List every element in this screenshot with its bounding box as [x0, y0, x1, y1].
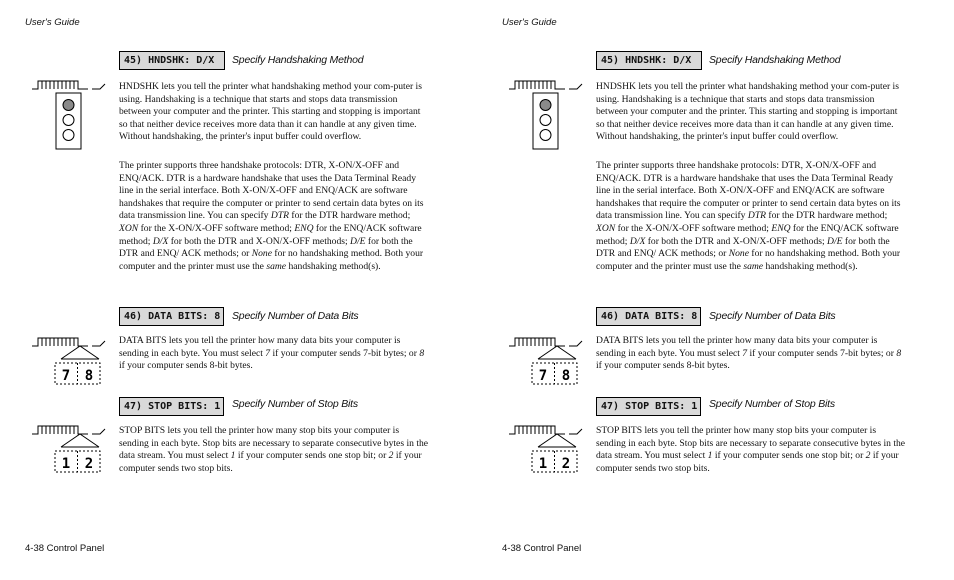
- stopbits-command-box: 47) STOP BITS: 1: [119, 397, 224, 416]
- data-bits-selector-icon: [507, 337, 583, 387]
- stopbits-title: Specify Number of Stop Bits: [232, 398, 358, 410]
- hndshk-paragraph-1: HNDSHK lets you tell the printer what handshaking method your com-puter is using. Handshaking is a technique that starts and stops data transmission between your computer and the printer. This starting and stopping is important so that neither device receives more data than it can handle at any given time. Without handshaking, the printer's input buffer could overflow.: [596, 81, 899, 143]
- digit-1: 1: [61, 456, 71, 472]
- digit-7: 7: [538, 368, 548, 384]
- serial-port-led-icon: [507, 80, 583, 152]
- page-header: User's Guide: [25, 17, 80, 28]
- databits-command-box: 46) DATA BITS: 8: [596, 307, 701, 326]
- digit-8: 8: [84, 368, 94, 384]
- digit-8: 8: [561, 368, 571, 384]
- stopbits-title: Specify Number of Stop Bits: [709, 398, 835, 410]
- stopbits-command-box: 47) STOP BITS: 1: [596, 397, 701, 416]
- page-header: User's Guide: [502, 17, 557, 28]
- stop-bits-selector-icon: [30, 425, 106, 475]
- hndshk-command-box: 45) HNDSHK: D/X: [119, 51, 225, 70]
- databits-title: Specify Number of Data Bits: [232, 310, 359, 322]
- hndshk-paragraph-1: HNDSHK lets you tell the printer what handshaking method your com-puter is using. Handshaking is a technique that starts and stops data transmission between your computer and the printer. This starting and stopping is important so that neither device receives more data than it can handle at any given time. Without handshaking, the printer's input buffer could overflow.: [119, 81, 422, 143]
- digit-1: 1: [538, 456, 548, 472]
- stopbits-paragraph: STOP BITS lets you tell the printer how many stop bits your computer is sending in each byte. Stop bits are necessary to separate consecutive bytes in the data stream. You must select 1 if your computer sends one stop bit; or 2 if your computer sends two stop bits.: [119, 425, 429, 474]
- databits-paragraph: DATA BITS lets you tell the printer how many data bits your computer is sending in each byte. You must select 7 if your computer sends 7-bit bytes; or 8 if your computer sends 8-bit bytes.: [119, 335, 425, 372]
- serial-port-led-icon: [30, 80, 106, 152]
- hndshk-paragraph-2: The printer supports three handshake protocols: DTR, X-ON/X-OFF and ENQ/ACK. DTR is a hardware handshake that uses the Data Terminal Ready line in the serial interface. Both X-ON/X-OFF and ENQ/ACK are software handshakes that require the computer or printer to send certain data bytes on its data transmission line. You can specify DTR for the DTR hardware method; XON for the X-ON/X-OFF software method; ENQ for the ENQ/ACK software method; D/X for both the DTR and X-ON/X-OFF methods; D/E for both the DTR and ENQ/ ACK methods; or None for no handshaking method. Both your computer and the printer must use the same handshaking method(s).: [119, 160, 424, 272]
- databits-command-box: 46) DATA BITS: 8: [119, 307, 224, 326]
- hndshk-title: Specify Handshaking Method: [232, 54, 364, 66]
- hndshk-title: Specify Handshaking Method: [709, 54, 841, 66]
- stopbits-paragraph: STOP BITS lets you tell the printer how many stop bits your computer is sending in each byte. Stop bits are necessary to separate consecutive bytes in the data stream. You must select 1 if your computer sends one stop bit; or 2 if your computer sends two stop bits.: [596, 425, 906, 474]
- databits-paragraph: DATA BITS lets you tell the printer how many data bits your computer is sending in each byte. You must select 7 if your computer sends 7-bit bytes; or 8 if your computer sends 8-bit bytes.: [596, 335, 902, 372]
- digit-2: 2: [84, 456, 94, 472]
- page-footer: 4-38 Control Panel: [25, 543, 105, 554]
- digit-7: 7: [61, 368, 71, 384]
- digit-2: 2: [561, 456, 571, 472]
- databits-title: Specify Number of Data Bits: [709, 310, 836, 322]
- page-footer: 4-38 Control Panel: [502, 543, 582, 554]
- right-page: [477, 0, 954, 580]
- hndshk-command-box: 45) HNDSHK: D/X: [596, 51, 702, 70]
- hndshk-paragraph-2: The printer supports three handshake protocols: DTR, X-ON/X-OFF and ENQ/ACK. DTR is a hardware handshake that uses the Data Terminal Ready line in the serial interface. Both X-ON/X-OFF and ENQ/ACK are software handshakes that require the computer or printer to send certain data bytes on its data transmission line. You can specify DTR for the DTR hardware method; XON for the X-ON/X-OFF software method; ENQ for the ENQ/ACK software method; D/X for both the DTR and X-ON/X-OFF methods; D/E for both the DTR and ENQ/ ACK methods; or None for no handshaking method. Both your computer and the printer must use the same handshaking method(s).: [596, 160, 901, 272]
- stop-bits-selector-icon: [507, 425, 583, 475]
- data-bits-selector-icon: [30, 337, 106, 387]
